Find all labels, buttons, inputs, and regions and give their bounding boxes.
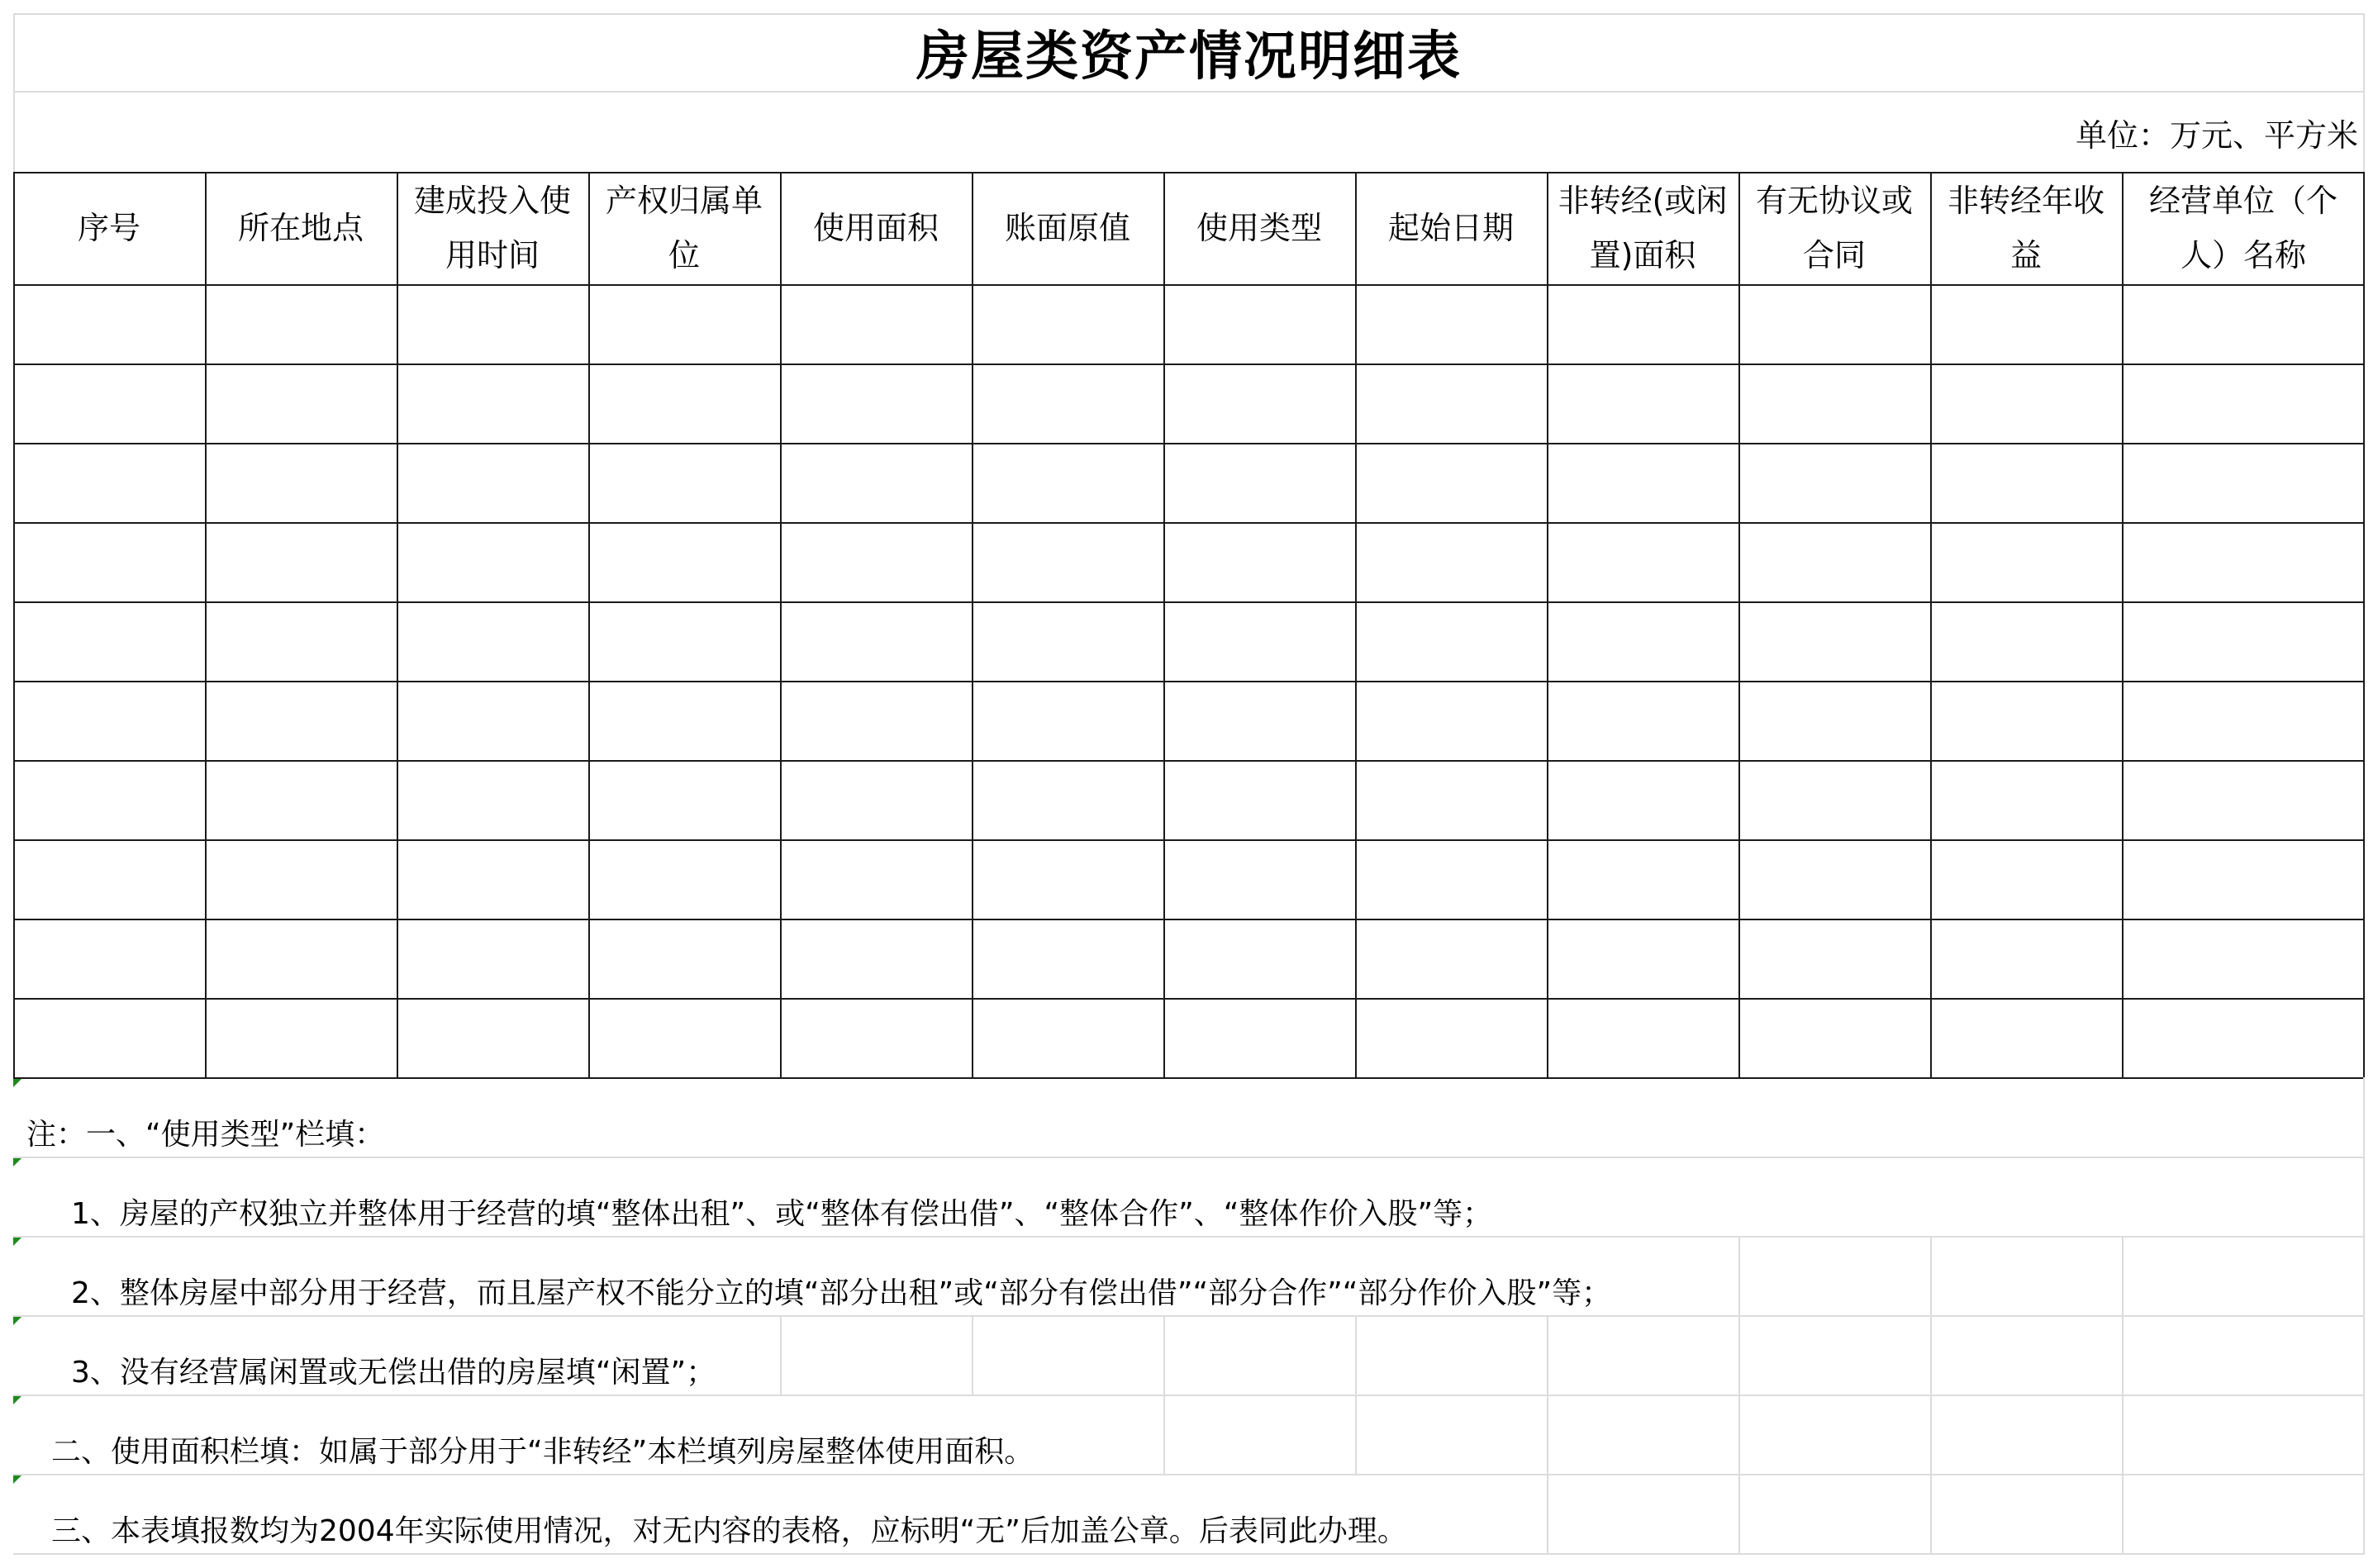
col-header-8[interactable]: 起始日期 — [1387, 210, 1514, 246]
gridline — [1738, 1236, 1740, 1315]
table-row-border — [13, 681, 2365, 682]
cell-comment-marker — [13, 1317, 21, 1325]
gridline — [2122, 1236, 2124, 1315]
note-line-6[interactable]: 三、本表填报数均为2004年实际使用情况，对无内容的表格，应标明“无”后加盖公章。后表同此办理。 — [51, 1513, 1407, 1548]
table-column-border — [1163, 172, 1165, 1079]
col-header-2[interactable]: 所在地点 — [237, 210, 364, 246]
gridline — [13, 1553, 2365, 1555]
sheet-title[interactable]: 房屋类资产情况明细表 — [916, 26, 1462, 88]
gridline — [1930, 1236, 1932, 1315]
gridline — [1738, 1395, 1740, 1474]
table-top-border — [13, 172, 2365, 173]
gridline — [13, 1157, 2365, 1158]
gridline — [13, 1474, 2365, 1475]
gridline — [2122, 1315, 2124, 1395]
table-column-border — [588, 172, 590, 1079]
gridline — [1163, 1315, 1165, 1395]
table-column-border — [2363, 172, 2365, 1079]
gridline — [2122, 1474, 2124, 1553]
gridline — [1930, 1395, 1932, 1474]
table-column-border — [780, 172, 782, 1079]
col-header-6[interactable]: 账面原值 — [1004, 210, 1130, 246]
gridline — [13, 13, 15, 172]
gridline — [1355, 1315, 1357, 1395]
table-row-border — [13, 760, 2365, 762]
note-line-4[interactable]: 3、没有经营属闲置或无偿出借的房屋填“闲置”； — [71, 1355, 716, 1390]
gridline — [1547, 1474, 1548, 1553]
gridline — [1547, 1315, 1548, 1395]
table-column-border — [397, 172, 398, 1079]
gridline — [2122, 1395, 2124, 1474]
table-row-border — [13, 284, 2365, 286]
gridline — [2363, 1077, 2365, 1553]
table-column-border — [13, 172, 15, 1079]
table-row-border — [13, 601, 2365, 603]
cell-comment-marker — [13, 1396, 21, 1404]
cell-comment-marker — [13, 1475, 21, 1484]
gridline — [780, 1315, 782, 1395]
gridline — [1547, 1395, 1548, 1474]
col-header-5[interactable]: 使用面积 — [812, 210, 939, 246]
cell-comment-marker — [13, 1238, 21, 1246]
gridline — [1738, 1315, 1740, 1395]
unit-label[interactable]: 单位：万元、平方米 — [2075, 116, 2358, 154]
col-header-1[interactable]: 序号 — [77, 210, 140, 246]
table-column-border — [972, 172, 973, 1079]
note-line-1[interactable]: 注：一、“使用类型”栏填： — [26, 1117, 385, 1152]
table-row-border — [13, 522, 2365, 524]
gridline — [13, 1236, 2365, 1238]
note-line-2[interactable]: 1、房屋的产权独立并整体用于经营的填“整体出租”、或“整体有偿出借”、“整体合作”、“整体作价入股”等； — [71, 1196, 1493, 1231]
gridline — [13, 1315, 2365, 1317]
note-line-5[interactable]: 二、使用面积栏填：如属于部分用于“非转经”本栏填列房屋整体使用面积。 — [51, 1434, 1034, 1469]
table-column-border — [205, 172, 207, 1079]
col-header-7[interactable]: 使用类型 — [1196, 210, 1322, 246]
cell-comment-marker — [13, 1079, 21, 1087]
table-column-border — [1738, 172, 1740, 1079]
table-column-border — [1355, 172, 1357, 1079]
gridline — [13, 91, 2365, 93]
col-header-3[interactable]: 建成投入使用时间 — [413, 183, 571, 273]
table-row-border — [13, 919, 2365, 920]
note-line-3[interactable]: 2、整体房屋中部分用于经营，而且屋产权不能分立的填“部分出租”或“部分有偿出借”“部分合作”“部分作价入股”等； — [71, 1276, 1612, 1310]
table-column-border — [1547, 172, 1548, 1079]
gridline — [1930, 1474, 1932, 1553]
gridline — [2363, 13, 2365, 172]
table-row-border — [13, 443, 2365, 444]
col-header-11[interactable]: 非转经年收益 — [1947, 183, 2105, 273]
table-row-border — [13, 839, 2365, 841]
gridline — [1738, 1474, 1740, 1553]
gridline — [1355, 1395, 1357, 1474]
gridline — [13, 13, 2365, 15]
col-header-9[interactable]: 非转经(或闲置)面积 — [1558, 183, 1728, 273]
col-header-10[interactable]: 有无协议或合同 — [1755, 183, 1913, 273]
col-header-4[interactable]: 产权归属单位 — [605, 183, 763, 273]
col-header-12[interactable]: 经营单位（个人）名称 — [2148, 183, 2338, 273]
table-row-border — [13, 1077, 2365, 1079]
table-row-border — [13, 998, 2365, 1000]
gridline — [1163, 1395, 1165, 1474]
table-column-border — [2122, 172, 2124, 1079]
table-row-border — [13, 363, 2365, 365]
gridline — [972, 1315, 973, 1395]
gridline — [1930, 1315, 1932, 1395]
gridline — [13, 1395, 2365, 1396]
cell-comment-marker — [13, 1158, 21, 1166]
table-column-border — [1930, 172, 1932, 1079]
